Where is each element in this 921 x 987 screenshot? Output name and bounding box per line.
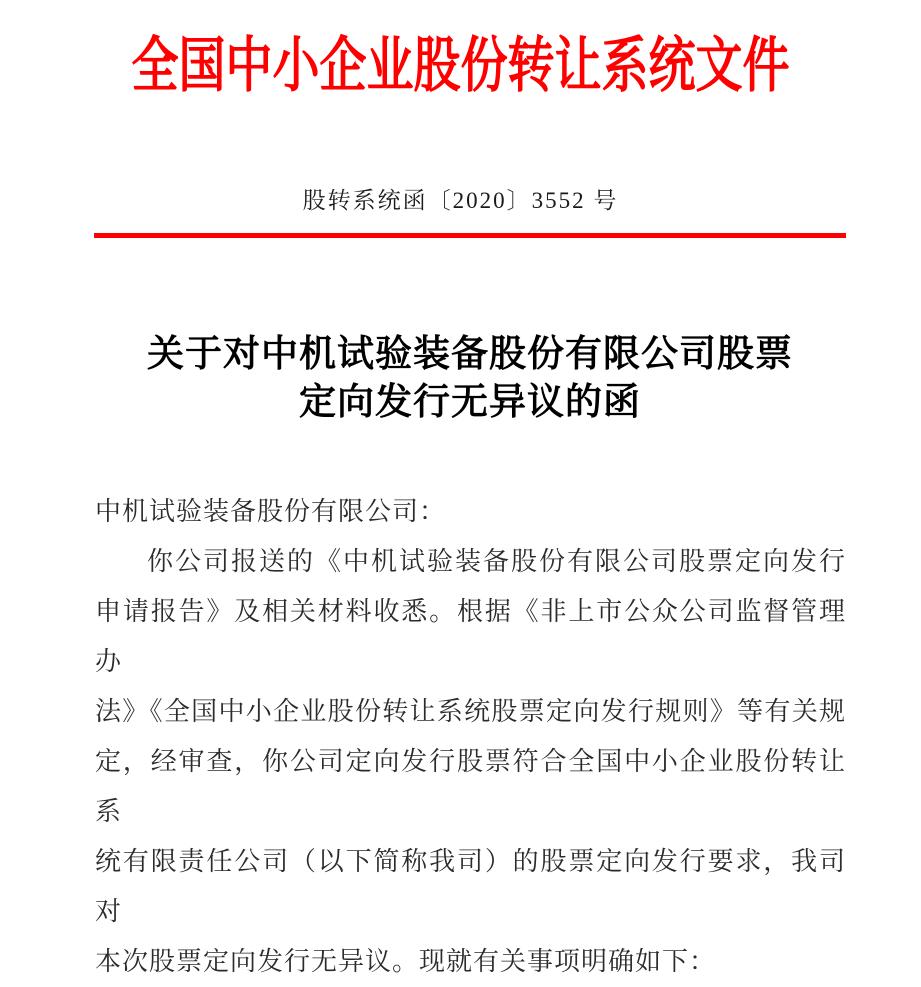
- salutation-line: 中机试验装备股份有限公司：: [95, 497, 447, 526]
- letter-body: [95, 487, 846, 987]
- red-divider-line: [94, 233, 846, 238]
- body-line-2: 申请报告》及相关材料收悉。根据《非上市公众公司监督管理办: [95, 597, 846, 676]
- letter-title-line1: 关于对中机试验装备股份有限公司股票: [147, 334, 793, 375]
- letter-title-line2: 定向发行无异议的函: [299, 382, 641, 423]
- body-line-5: 统有限责任公司（以下简称我司）的股票定向发行要求，我司对: [95, 847, 846, 926]
- body-line-1: 你公司报送的《中机试验装备股份有限公司股票定向发行: [147, 547, 846, 576]
- body-line-6: 本次股票定向发行无异议。现就有关事项明确如下：: [95, 947, 717, 976]
- body-line-4: 定，经审查，你公司定向发行股票符合全国中小企业股份转让系: [95, 747, 846, 826]
- document-number: 股转系统函〔2020〕3552 号: [302, 188, 619, 213]
- body-line-3: 法》《全国中小企业股份转让系统股票定向发行规则》等有关规: [95, 697, 846, 726]
- document-masthead-title: 全国中小企业股份转让系统文件: [131, 33, 790, 101]
- letter-title: [94, 331, 846, 427]
